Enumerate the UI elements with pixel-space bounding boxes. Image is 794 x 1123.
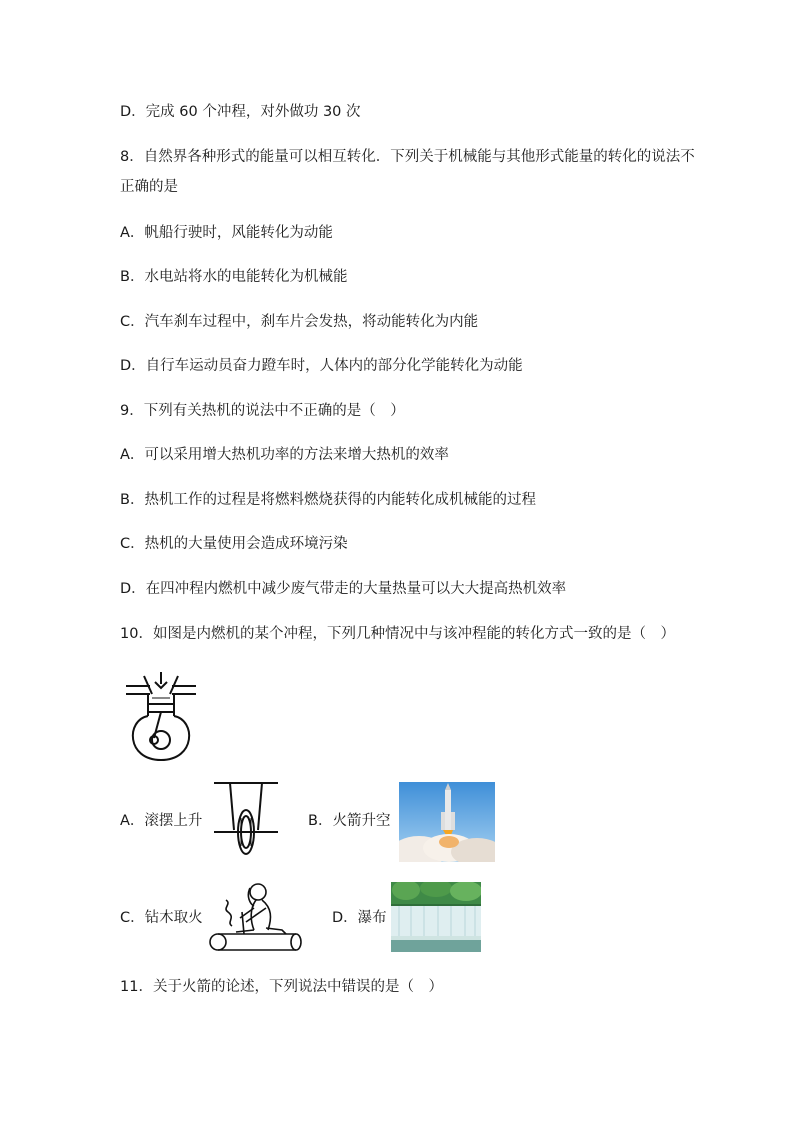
fire-drilling-figure [206, 878, 302, 956]
q8-option-d: D．自行车运动员奋力蹬车时，人体内的部分化学能转化为动能 [120, 358, 523, 374]
waterfall-photo [391, 882, 481, 952]
q9-option-c: C．热机的大量使用会造成环境污染 [120, 536, 348, 552]
q8-option-c: C．汽车刹车过程中，刹车片会发热，将动能转化为内能 [120, 314, 479, 330]
q8-stem-line1: 8．自然界各种形式的能量可以相互转化．下列关于机械能与其他形式能量的转化的说法不 [120, 149, 695, 165]
q9-stem: 9．下列有关热机的说法中不正确的是（ ） [120, 403, 405, 419]
rocket-launch-photo [399, 782, 495, 862]
q10-option-c: C．钻木取火 [120, 910, 203, 926]
q10-option-b: B．火箭升空 [308, 813, 391, 829]
q11-stem: 11．关于火箭的论述，下列说法中错误的是（ ） [120, 979, 443, 995]
engine-cylinder-figure [120, 668, 202, 764]
q9-option-a: A．可以采用增大热机功率的方法来增大热机的效率 [120, 447, 449, 463]
q8-option-b: B．水电站将水的电能转化为机械能 [120, 269, 348, 285]
q9-option-b: B．热机工作的过程是将燃料燃烧获得的内能转化成机械能的过程 [120, 492, 536, 508]
q8-stem-line2: 正确的是 [120, 179, 178, 195]
q9-option-d: D．在四冲程内燃机中减少废气带走的大量热量可以大大提高热机效率 [120, 581, 567, 597]
q7-option-d: D．完成 60 个冲程，对外做功 30 次 [120, 104, 361, 120]
q8-option-a: A．帆船行驶时，风能转化为动能 [120, 225, 333, 241]
q10-option-d: D．瀑布 [332, 910, 387, 926]
q10-option-a: A．滚摆上升 [120, 813, 203, 829]
maxwell-pendulum-figure [210, 780, 282, 860]
q10-stem: 10．如图是内燃机的某个冲程，下列几种情况中与该冲程能的转化方式一致的是（ ） [120, 626, 675, 642]
